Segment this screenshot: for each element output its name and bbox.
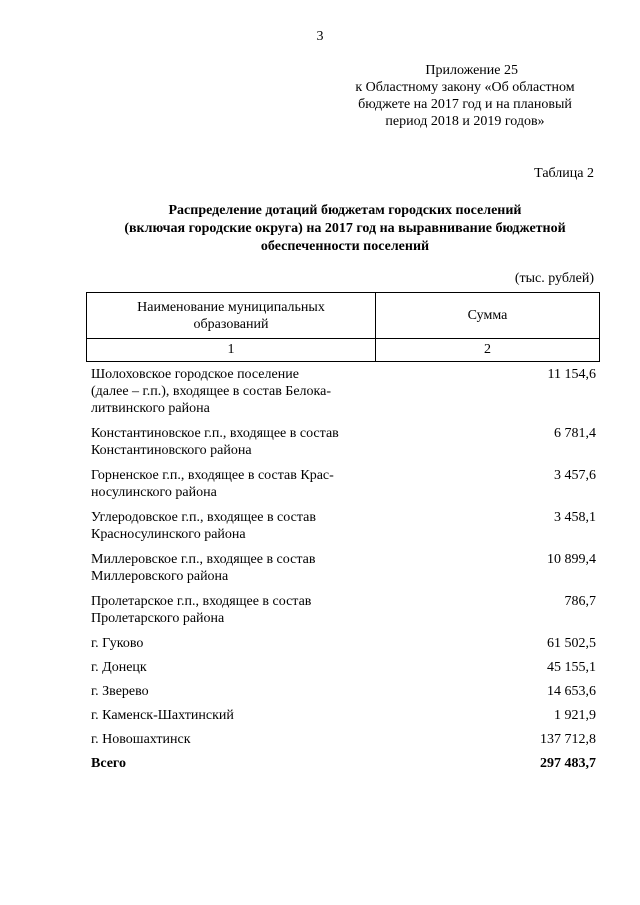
total-row [91,755,596,772]
title-line: (включая городские округа) на 2017 год на выравнивание бюджетной [124,221,566,236]
title-line: Распределение дотаций бюджетам городских поселений [168,203,522,218]
row-name [91,509,391,543]
row-name-line: литвинского района [91,401,210,416]
row-name-line: (далее – г.п.), входящее в состав Белока- [91,384,332,399]
appendix-line: период 2018 и 2019 годов» [385,114,545,129]
row-name-line: носулинского района [91,485,217,500]
column-header-name-line: Наименование муниципальных [137,299,325,315]
row-value: 11 154,6 [547,367,596,382]
column-number-1: 1 [87,339,376,362]
row-value: 45 155,1 [547,660,596,675]
row-name-line: Константиновское г.п., входящее в состав [91,426,339,441]
row-value: 14 653,6 [547,684,596,699]
table-row [91,659,596,676]
total-value: 297 483,7 [540,756,596,771]
table-row [91,425,596,459]
row-name-line: г. Каменск-Шахтинский [91,708,234,723]
appendix-line: к Областному закону «Об областном [355,80,575,95]
row-name [91,659,391,676]
row-name [91,593,391,627]
row-value: 786,7 [564,594,596,609]
table-row [91,683,596,700]
appendix-block [330,62,600,130]
table-row [91,509,596,543]
table-row [91,635,596,652]
row-name [91,366,391,417]
row-value: 61 502,5 [547,636,596,651]
row-name-line: г. Новошахтинск [91,732,191,747]
row-name-line: Пролетарское г.п., входящее в состав [91,594,312,609]
row-value: 3 458,1 [554,510,596,525]
table-body [91,366,596,772]
row-value: 3 457,6 [554,468,596,483]
title-line: обеспеченности поселений [260,239,430,254]
row-name [91,425,391,459]
row-name-line: Шолоховское городское поселение [91,367,299,382]
table-header [86,292,600,362]
row-name [91,467,391,501]
row-name-line: Красносулинского района [91,527,246,542]
column-header-name-line: образований [193,316,269,332]
column-number-2: 2 [376,339,600,362]
row-name-line: Константиновского района [91,443,252,458]
total-label: Всего [91,756,126,771]
table-row [91,366,596,417]
row-name-line: г. Зверево [91,684,149,699]
row-name-line: г. Донецк [91,660,147,675]
appendix-title: Приложение 25 [425,63,518,78]
row-name-line: г. Гуково [91,636,144,651]
row-value: 10 899,4 [547,552,596,567]
document-title [80,202,610,256]
row-name [91,551,391,585]
table-row [91,707,596,724]
column-header-sum: Сумма [376,293,600,339]
units-label: (тыс. рублей) [514,271,594,286]
row-name-line: Пролетарского района [91,611,225,626]
row-name [91,707,391,724]
table-label: Таблица 2 [534,166,594,181]
column-header-name [87,293,376,339]
table-row [91,731,596,748]
row-name-line: Углеродовское г.п., входящее в состав [91,510,316,525]
row-name [91,731,391,748]
table-row [91,467,596,501]
row-value: 6 781,4 [554,426,596,441]
appendix-line: бюджете на 2017 год и на плановый [358,97,572,112]
table-row [91,551,596,585]
table-row [91,593,596,627]
row-name [91,635,391,652]
row-name-line: Миллеровское г.п., входящее в состав [91,552,316,567]
page-number: 3 [316,29,324,44]
row-value: 1 921,9 [554,708,596,723]
row-name-line: Горненское г.п., входящее в состав Крас- [91,468,334,483]
row-name [91,683,391,700]
row-name-line: Миллеровского района [91,569,229,584]
row-value: 137 712,8 [540,732,596,747]
